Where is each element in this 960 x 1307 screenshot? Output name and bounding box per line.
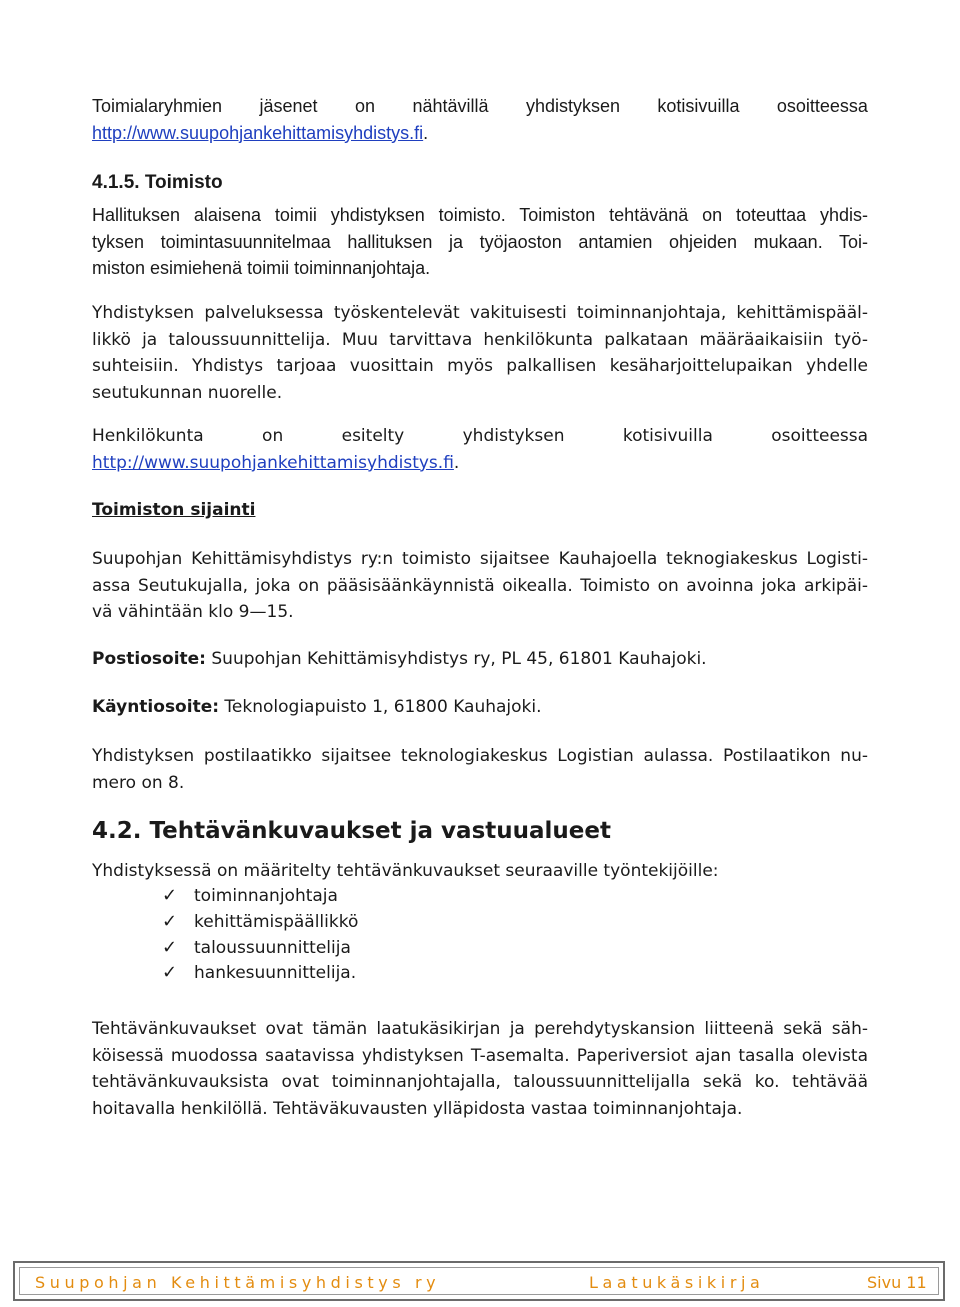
list-item-label: taloussuunnittelija: [194, 937, 351, 958]
period: .: [423, 122, 429, 143]
list-item: [162, 883, 358, 909]
word: jäsenet: [259, 96, 318, 116]
word: kotisivuilla: [622, 426, 713, 446]
text-line: Yhdistyksen palveluksessa työskentelevät vakituisesti toiminnanjohtaja, kehittämispääl-: [92, 303, 868, 323]
word: kotisivuilla: [657, 96, 740, 116]
text-line: tyksen toimintasuunnitelmaa hallituksen ja työjaoston antamien ohjeiden mukaan. Toi-: [92, 231, 868, 252]
job-descriptions-paragraph: [92, 1016, 868, 1122]
list-item-label: toiminnanjohtaja: [194, 886, 338, 906]
check-mark-icon: ✓: [162, 962, 178, 984]
word: osoitteessa: [776, 96, 868, 116]
postal-address: [92, 646, 868, 673]
visiting-address-value: Teknologiapuisto 1, 61800 Kauhajoki.: [219, 697, 542, 717]
text-line: mero on 8.: [92, 772, 185, 793]
postal-address-value: Suupohjan Kehittämisyhdistys ry, PL 45, 61801 Kauhajoki.: [205, 649, 707, 669]
visiting-address: [92, 694, 868, 721]
website-link[interactable]: http://www.suupohjankehittamisyhdistys.fi: [92, 122, 424, 143]
check-mark-icon: ✓: [162, 885, 178, 906]
page-footer: [13, 1261, 945, 1301]
staff-paragraph: [92, 300, 868, 406]
footer-page-number: Sivu 11: [867, 1273, 927, 1292]
text-line: miston esimiehenä toimii toiminnanjohtaja.: [92, 258, 431, 278]
text-line: suhteisiin. Yhdistys tarjoaa vuosittain myös palkallisen kesäharjoittelupaikan yhdelle: [92, 356, 868, 376]
footer-organization: Suupohjan Kehittämisyhdistys ry: [35, 1273, 441, 1292]
list-item: [162, 935, 358, 961]
postal-address-label: Postiosoite:: [92, 649, 206, 669]
text-line: köisessä muodossa saatavissa yhdistyksen T-asemalta. Paperiversiot ajan tasalla olevista: [92, 1045, 868, 1066]
text-line: seutukunnan nuorelle.: [92, 382, 283, 403]
text-line: [92, 423, 868, 450]
office-paragraph: [92, 202, 868, 282]
text-line: [92, 450, 868, 477]
word: nähtävillä: [412, 96, 489, 116]
intro-paragraph: [92, 93, 868, 146]
list-item: [162, 960, 358, 986]
word: osoitteessa: [771, 426, 869, 446]
website-link[interactable]: http://www.suupohjankehittamisyhdistys.fi: [92, 452, 454, 473]
visiting-address-label: Käyntiosoite:: [92, 697, 220, 717]
location-paragraph: [92, 546, 868, 626]
word: esitelty: [341, 426, 405, 446]
check-mark-icon: ✓: [162, 936, 178, 958]
text-line: Hallituksen alaisena toimii yhdistyksen toimisto. Toimiston tehtävänä on toteuttaa yhdis-: [92, 205, 868, 225]
text-line: Tehtävänkuvaukset ovat tämän laatukäsikirjan ja perehdytyskansion liitteenä sekä säh-: [92, 1019, 868, 1039]
section-heading-tehtavankuvaukset: 4.2. Tehtävänkuvaukset ja vastuualueet: [92, 818, 611, 844]
text-line: hoitavalla henkilöllä. Tehtäväkuvausten ylläpidosta vastaa toiminnanjohtaja.: [92, 1098, 743, 1119]
subheading-sijainti: Toimiston sijainti: [92, 500, 256, 520]
section-heading-toimisto: 4.1.5. Toimisto: [92, 172, 223, 193]
job-list: [162, 883, 358, 986]
text-line: vä vähintään klo 9—15.: [92, 602, 294, 622]
intro-line-1: [92, 93, 868, 120]
mailbox-paragraph: [92, 743, 868, 796]
text-line: likkö ja taloussuunnittelija. Muu tarvittava henkilökunta palkataan määräaikaisiin työ-: [92, 329, 868, 350]
footer-document-title: Laatukäsikirja: [589, 1273, 765, 1292]
word: Henkilökunta: [92, 426, 204, 446]
text-line: Yhdistyksen postilaatikko sijaitsee teknologiakeskus Logistian aulassa. Postilaatikon nu-: [92, 746, 868, 766]
period: .: [453, 452, 460, 473]
word: on: [354, 96, 375, 116]
staff-link-paragraph: [92, 423, 868, 476]
check-mark-icon: ✓: [162, 910, 178, 932]
word: Toimialaryhmien: [92, 96, 223, 116]
text-line: assa Seutukujalla, joka on pääsisäänkäynnistä oikealla. Toimisto on avoinna joka arkipäi-: [92, 575, 868, 596]
word: yhdistyksen: [462, 426, 565, 446]
word: on: [262, 426, 284, 446]
word: yhdistyksen: [525, 96, 620, 116]
intro-line-2: [92, 120, 868, 147]
job-descriptions-intro: Yhdistyksessä on määritelty tehtävänkuvaukset seuraaville työntekijöille:: [92, 861, 719, 881]
list-item: [162, 909, 358, 935]
list-item-label: hankesuunnittelija.: [194, 963, 357, 984]
text-line: tehtävänkuvauksista ovat toiminnanjohtajalla, taloussuunnittelijalla sekä ko. tehtävää: [92, 1072, 868, 1092]
list-item-label: kehittämispäällikkö: [194, 911, 359, 932]
text-line: Suupohjan Kehittämisyhdistys ry:n toimisto sijaitsee Kauhajoella teknogiakeskus Logisti-: [92, 549, 868, 569]
